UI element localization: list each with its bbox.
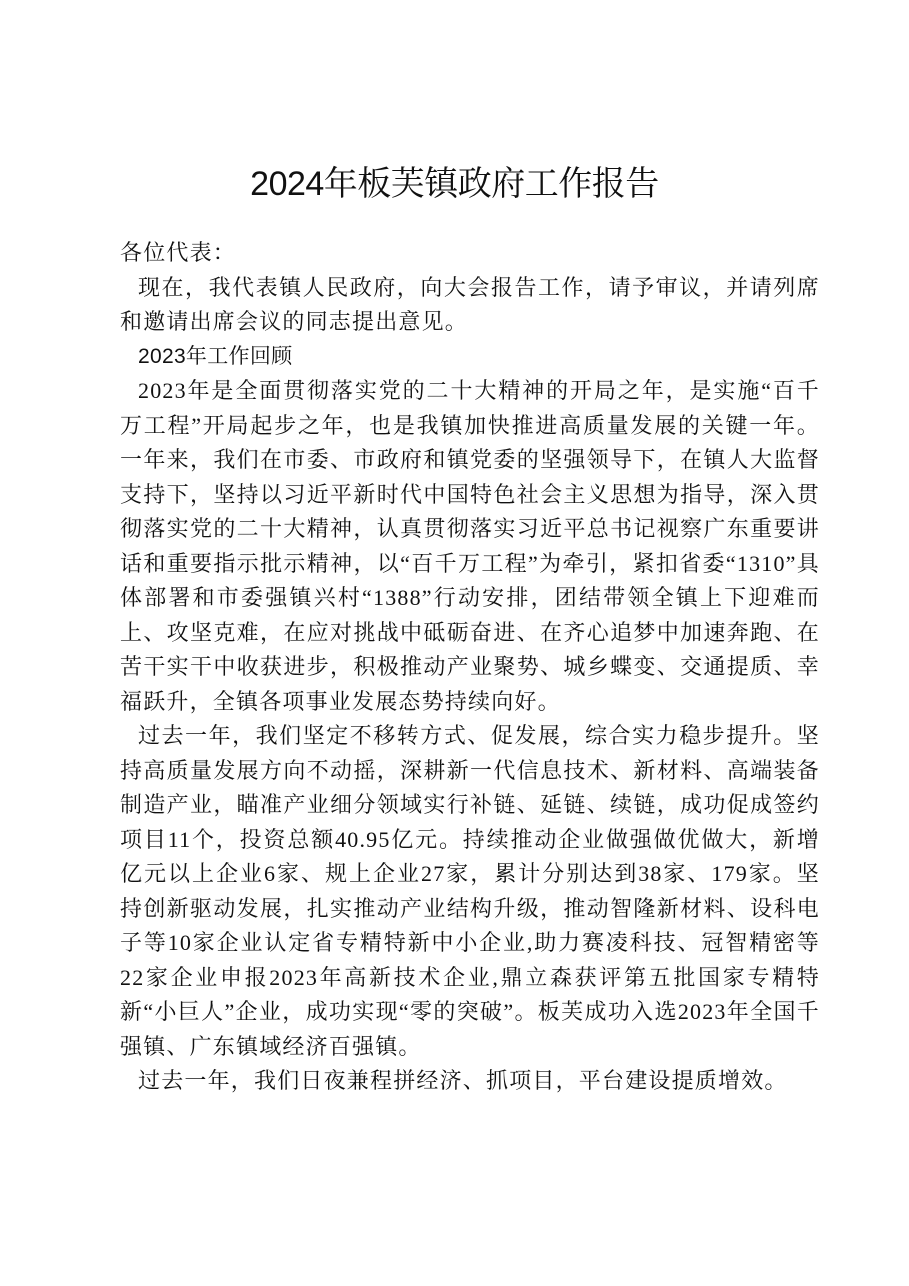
body-paragraph: 过去一年，我们坚定不移转方式、促发展，综合实力稳步提升。坚持高质量发展方向不动摇，深耕新一代信息技术、新材料、高端装备制造产业，瞄准产业细分领域实行补链、延链、续链，成功促成签约项目11个，投资总额40.95亿元。持续推动企业做强做优做大，新增亿元以上企业6家、规上企业27家，累计分别达到38家、179家。坚持创新驱动发展，扎实推动产业结构升级，推动智隆新材料、设科电子等10家企业认定省专精特新中小企业,助力赛凌科技、冠智精密等22家企业申报2023年高新技术企业,鼎立森获评第五批国家专精特新“小巨人”企业，成功实现“零的突破”。板芙成功入选2023年全国千强镇、广东镇域经济百强镇。 <box>120 723 820 1059</box>
document-body <box>120 236 820 1099</box>
salutation: 各位代表： <box>120 240 237 265</box>
intro-paragraph: 现在，我代表镇人民政府，向大会报告工作，请予审议，并请列席和邀请出席会议的同志提出意见。 <box>120 274 820 334</box>
body-paragraph: 2023年是全面贯彻落实党的二十大精神的开局之年，是实施“百千万工程”开局起步之年，也是我镇加快推进高质量发展的关键一年。一年来，我们在市委、市政府和镇党委的坚强领导下，在镇人大监督支持下，坚持以习近平新时代中国特色社会主义思想为指导，深入贯彻落实党的二十大精神，认真贯彻落实习近平总书记视察广东重要讲话和重要指示批示精神，以“百千万工程”为牵引，紧扣省委“1310”具体部署和市委强镇兴村“1388”行动安排，团结带领全镇上下迎难而上、攻坚克难，在应对挑战中砥砺奋进、在齐心追梦中加速奔跑、在苦干实干中收获进步，积极推动产业聚势、城乡蝶变、交通提质、幸福跃升，全镇各项事业发展态势持续向好。 <box>120 378 820 714</box>
document-title: 2024年板芙镇政府工作报告 <box>250 165 659 203</box>
section-heading: 2023年工作回顾 <box>138 344 293 368</box>
body-paragraph: 过去一年，我们日夜兼程拼经济、抓项目，平台建设提质增效。 <box>138 1068 788 1093</box>
